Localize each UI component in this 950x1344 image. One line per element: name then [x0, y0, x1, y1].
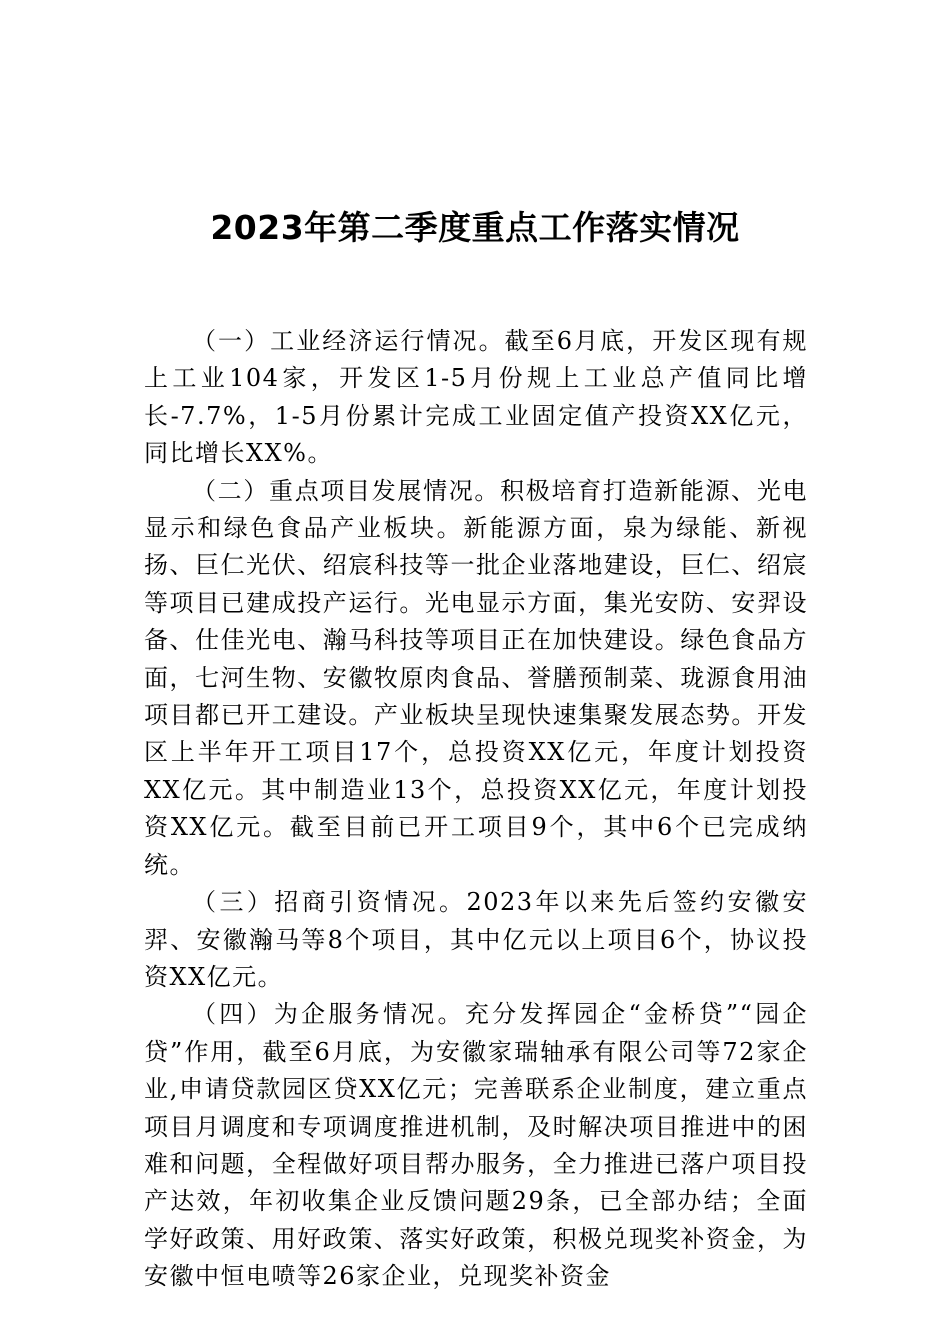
- section-2-text: 积极培育打造新能源、光电显示和绿色食品产业板块。新能源方面，泉为绿能、新视扬、巨仁光伏、绍宸科技等一批企业落地建设，巨仁、绍宸等项目已建成投产运行。光电显示方面，集光安防、安羿设备、仕佳光电、瀚马科技等项目正在加快建设。绿色食品方面，七河生物、安徽牧原肉食品、誉膳预制菜、珑源食用油项目都已开工建设。产业板块呈现快速集聚发展态势。开发区上半年开工项目17个，总投资XX亿元，年度计划投资XX亿元。其中制造业13个，总投资XX亿元，年度计划投资XX亿元。截至目前已开工项目9个，其中6个已完成纳统。: [144, 476, 809, 879]
- section-1-heading: （一）工业经济运行情况。: [192, 327, 505, 355]
- section-4-text: 充分发挥园企“金桥贷”“园企贷”作用，截至6月底，为安徽家瑞轴承有限公司等72家企业,申请贷款园区贷XX亿元；完善联系企业制度，建立重点项目月调度和专项调度推进机制，及时解决项目推进中的困难和问题，全程做好项目帮办服务，全力推进已落户项目投产达效，年初收集企业反馈问题29条，已全部办结；全面学好政策、用好政策、落实好政策，积极兑现奖补资金，为安徽中恒电喷等26家企业，兑现奖补资金: [144, 1000, 808, 1291]
- section-3-heading: （三）招商引资情况。: [192, 888, 467, 917]
- section-4-heading: （四）为企服务情况。: [192, 1000, 465, 1029]
- section-2-heading: （二）重点项目发展情况。: [192, 476, 501, 505]
- section-4-paragraph: [144, 996, 808, 1295]
- section-1-text: 截至6月底，开发区现有规上工业104家，开发区1-5月份规上工业总产值同比增长-7.7%，1-5月份累计完成工业固定值产投资XX亿元，同比增长XX%。: [144, 327, 808, 468]
- document-title: 2023年第二季度重点工作落实情况: [210, 208, 740, 247]
- document-body: [144, 323, 808, 1296]
- section-3-text: 2023年以来先后签约安徽安羿、安徽瀚马等8个项目，其中亿元以上项目6个，协议投资XX亿元。: [144, 888, 809, 991]
- section-3-paragraph: [144, 884, 808, 996]
- section-1-paragraph: [144, 323, 808, 473]
- section-2-paragraph: [144, 473, 808, 884]
